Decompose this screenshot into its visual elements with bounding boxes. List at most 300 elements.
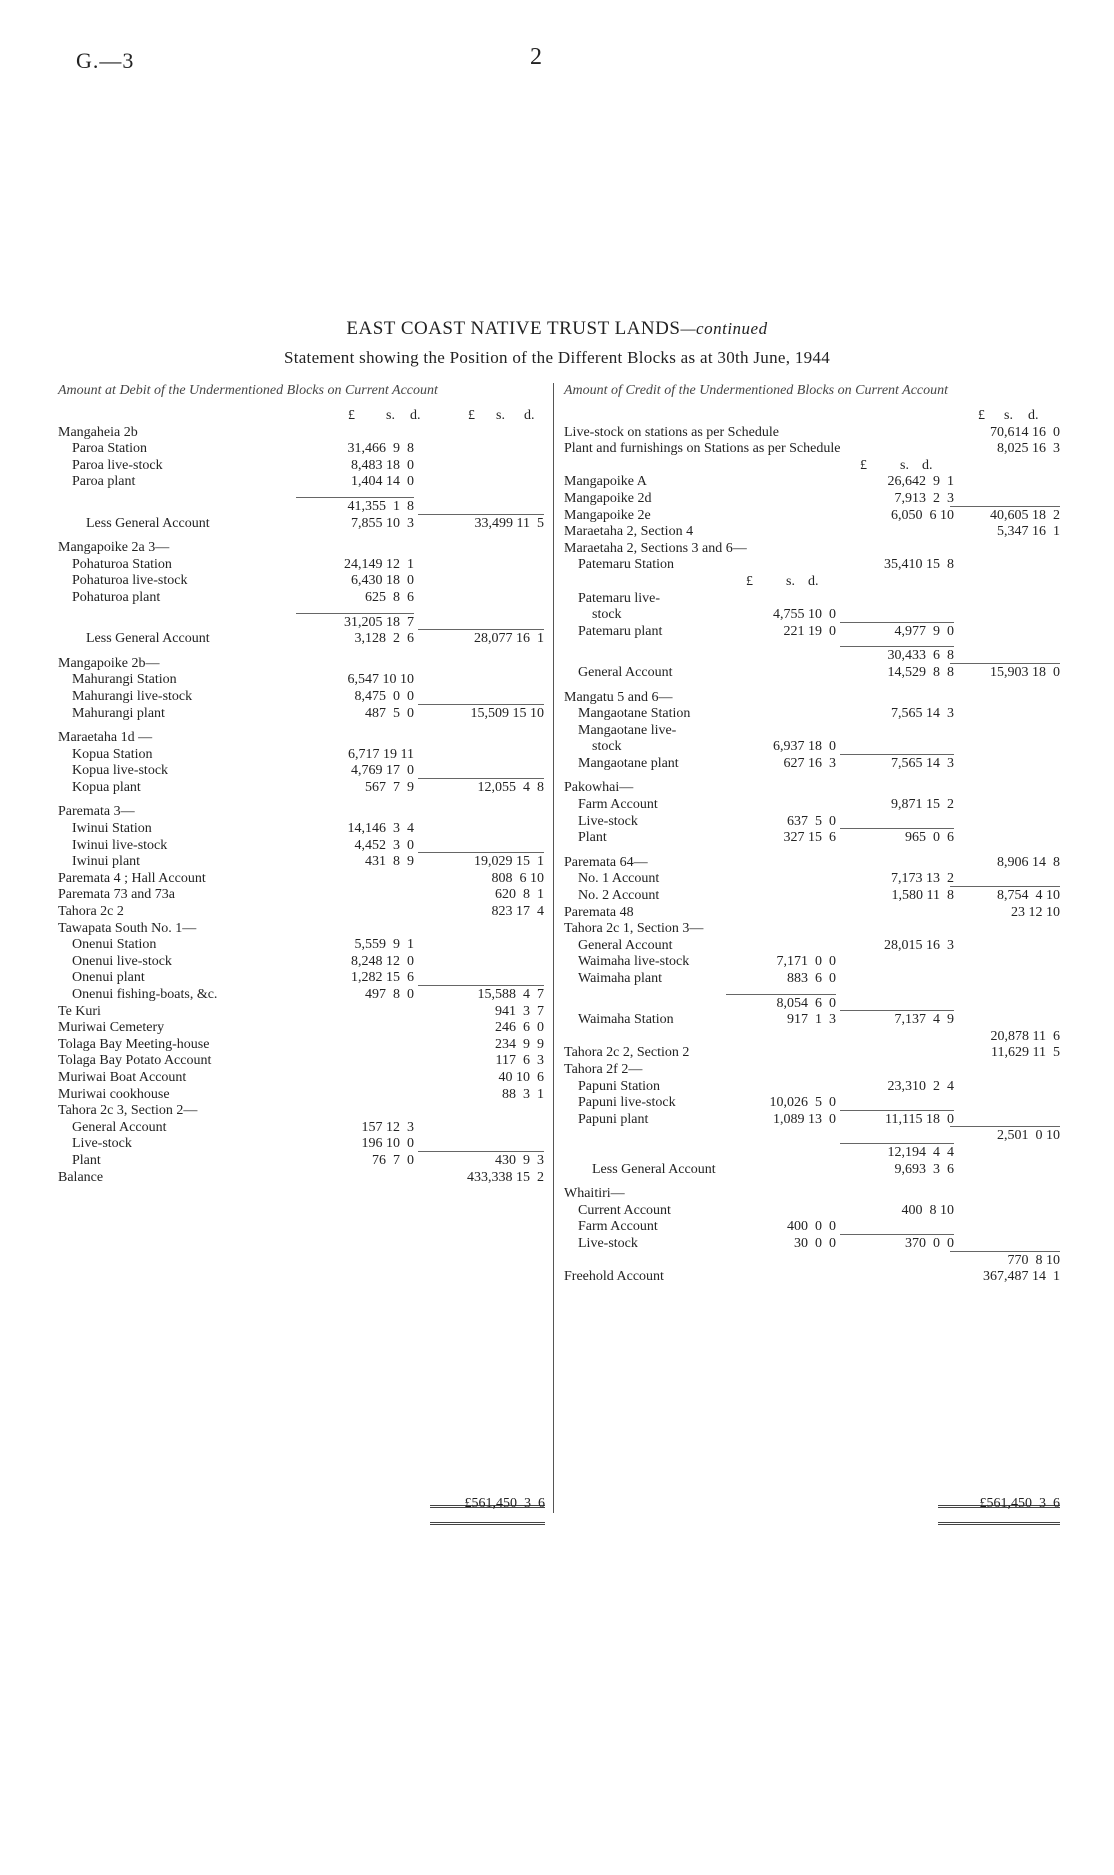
credit-row-label: stock — [592, 607, 622, 623]
credit-amount-b: 1,580 11 8 — [891, 888, 954, 904]
credit-row-label: Papuni live-stock — [578, 1095, 676, 1111]
debit-row-label: Paroa plant — [72, 474, 136, 490]
debit-total-rule — [418, 985, 544, 986]
debit-total-rule — [418, 1151, 544, 1152]
credit-row-label: Freehold Account — [564, 1269, 664, 1285]
credit-row — [564, 971, 1064, 988]
credit-row — [564, 780, 1064, 797]
debit-row-label: Iwinui live-stock — [72, 837, 168, 853]
credit-row-label: Patemaru live- — [578, 590, 661, 606]
credit-row — [564, 1045, 1064, 1062]
debit-row-label: Tolaga Bay Meeting-house — [58, 1036, 210, 1052]
credit-amount-c: 8,025 16 3 — [997, 441, 1060, 457]
credit-row — [564, 1269, 1064, 1286]
debit-rows — [58, 425, 548, 1187]
credit-sub-currency-header: £ — [860, 457, 867, 473]
credit-amount-a: 637 5 0 — [787, 813, 836, 829]
debit-amount-a: 625 8 6 — [365, 589, 414, 605]
debit-currency-header — [58, 408, 548, 425]
credit-amount-b: 35,410 15 8 — [884, 557, 954, 573]
credit-row — [564, 921, 1064, 938]
debit-amount-a: 1,282 15 6 — [351, 970, 414, 986]
debit-amount-b: 823 17 4 — [491, 904, 544, 920]
credit-amount-c: 2,501 0 10 — [997, 1128, 1060, 1144]
credit-row — [564, 541, 1064, 558]
debit-row — [58, 1103, 548, 1120]
credit-total-rule — [950, 1126, 1060, 1127]
credit-amount-c: 20,878 11 6 — [990, 1028, 1060, 1044]
debit-row-label: Tahora 2c 3, Section 2— — [58, 1103, 198, 1119]
debit-row — [58, 1053, 548, 1070]
credit-row — [564, 1012, 1064, 1029]
title-text: EAST COAST NATIVE TRUST LANDS — [346, 318, 681, 339]
debit-row — [58, 1037, 548, 1054]
credit-amount-b: 12,194 4 4 — [887, 1144, 954, 1160]
credit-sub-currency-header: s. — [786, 573, 795, 589]
statement-subtitle: Statement showing the Position of the Different Blocks as at 30th June, 1944 — [283, 348, 831, 367]
debit-row-label: Balance — [58, 1169, 104, 1185]
credit-row-label: Less General Account — [592, 1161, 716, 1177]
debit-amount-a: 6,717 19 11 — [348, 746, 414, 762]
page-number: 2 — [530, 44, 542, 70]
credit-row-label: Paremata 48 — [564, 904, 634, 920]
debit-amount-b: 620 8 1 — [495, 887, 544, 903]
debit-row-label: Pohaturoa Station — [72, 556, 172, 572]
debit-row — [58, 1087, 548, 1104]
title-suffix: —continued — [680, 319, 768, 338]
debit-row-label: Onenui fishing-boats, &c. — [72, 987, 218, 1002]
debit-amount-b: 808 6 10 — [491, 870, 544, 886]
credit-row-label: Plant and furnishings on Stations as per Schedule — [564, 441, 841, 457]
credit-amount-b: 7,565 14 3 — [891, 755, 954, 771]
debit-amount-a: 41,355 1 8 — [347, 498, 414, 514]
credit-amount-a: 327 15 6 — [783, 830, 836, 846]
debit-row — [58, 871, 548, 888]
debit-spacer — [58, 722, 548, 730]
credit-row — [564, 1062, 1064, 1079]
credit-row — [564, 706, 1064, 723]
credit-row-label: Live-stock on stations as per Schedule — [564, 424, 780, 440]
debit-panel — [58, 408, 548, 1186]
credit-row — [564, 690, 1064, 707]
debit-amount-a: 5,559 9 1 — [354, 937, 414, 953]
credit-total-rule — [840, 1234, 954, 1235]
credit-amount-b: 7,913 2 3 — [894, 490, 954, 506]
credit-sub-currency-header: d. — [808, 573, 819, 589]
credit-row — [564, 905, 1064, 922]
debit-amount-a: 497 8 0 — [365, 987, 414, 1002]
credit-total-rule — [840, 828, 954, 829]
debit-amount-a: 76 7 0 — [372, 1152, 414, 1168]
debit-total-rule — [418, 778, 544, 779]
debit-row — [58, 1120, 548, 1137]
debit-row — [58, 672, 548, 689]
credit-row — [564, 996, 1064, 1013]
credit-amount-a: 30 0 0 — [794, 1235, 836, 1251]
credit-row — [564, 441, 1064, 458]
credit-row — [564, 458, 1064, 475]
credit-row-label: Farm Account — [578, 1219, 658, 1235]
credit-row-label: Mangapoike 2d — [564, 490, 652, 506]
debit-total-rule-bottom — [430, 1522, 545, 1525]
debit-row-label: Onenui Station — [72, 937, 157, 953]
credit-amount-a: 1,089 13 0 — [773, 1111, 836, 1127]
credit-row — [564, 1186, 1064, 1203]
credit-row-label: Patemaru Station — [578, 557, 675, 573]
credit-row-label: No. 1 Account — [578, 871, 660, 887]
debit-row — [58, 804, 548, 821]
debit-row-label: Less General Account — [86, 631, 210, 647]
debit-amount-b: 430 9 3 — [495, 1152, 544, 1168]
debit-row — [58, 590, 548, 607]
debit-row — [58, 458, 548, 475]
credit-row — [564, 1203, 1064, 1220]
credit-amount-b: 30,433 6 8 — [887, 648, 954, 664]
credit-row — [564, 665, 1064, 682]
debit-amount-b: 28,077 16 1 — [474, 631, 544, 647]
credit-row-label: Live-stock — [578, 813, 638, 829]
debit-row — [58, 904, 548, 921]
debit-total: £561,450 3 6 — [464, 1496, 545, 1511]
debit-amount-b: 941 3 7 — [495, 1003, 544, 1019]
credit-currency-header — [564, 408, 1064, 425]
debit-row-label: Pohaturoa plant — [72, 589, 161, 605]
debit-row-label: Muriwai cookhouse — [58, 1086, 170, 1102]
column-divider — [553, 383, 554, 1513]
debit-amount-a: 4,769 17 0 — [351, 763, 414, 779]
debit-row — [58, 1153, 548, 1170]
credit-amount-b: 4,977 9 0 — [894, 623, 954, 639]
debit-row — [58, 631, 548, 648]
credit-row — [564, 425, 1064, 442]
debit-row-label: Tolaga Bay Potato Account — [58, 1053, 212, 1069]
credit-row — [564, 607, 1064, 624]
credit-amount-b: 7,565 14 3 — [891, 706, 954, 722]
debit-amount-a: 31,466 9 8 — [347, 441, 414, 457]
credit-row-label: No. 2 Account — [578, 888, 660, 904]
debit-spacer — [58, 648, 548, 656]
credit-amount-b: 7,173 13 2 — [891, 871, 954, 887]
debit-row-label: Paroa Station — [72, 441, 148, 457]
debit-amount-a: 6,430 18 0 — [351, 573, 414, 589]
debit-total-rule — [418, 852, 544, 853]
credit-row — [564, 474, 1064, 491]
credit-total-rule — [950, 1251, 1060, 1252]
credit-amount-c: 5,347 16 1 — [997, 524, 1060, 540]
debit-row-label: Mangapoike 2a 3— — [58, 540, 170, 556]
credit-row — [564, 814, 1064, 831]
credit-total-rule — [950, 506, 1060, 507]
credit-amount-b: 400 8 10 — [901, 1202, 954, 1218]
credit-amount-a: 221 19 0 — [783, 623, 836, 639]
debit-amount-a: 8,475 0 0 — [354, 688, 414, 704]
debit-row — [58, 425, 548, 442]
debit-row-label: Kopua plant — [72, 779, 141, 795]
debit-row — [58, 821, 548, 838]
credit-amount-b: 9,693 3 6 — [894, 1161, 954, 1177]
credit-row — [564, 855, 1064, 872]
debit-row — [58, 747, 548, 764]
debit-row-label: Less General Account — [86, 515, 210, 531]
credit-row-label: Mangaotane live- — [578, 722, 677, 738]
shilling-header-total: s. — [496, 408, 505, 423]
debit-row-label: Onenui plant — [72, 970, 145, 986]
debit-row — [58, 441, 548, 458]
credit-row-label: Plant — [578, 830, 607, 846]
credit-spacer — [564, 847, 1064, 855]
credit-column-heading: Amount of Credit of the Undermentioned Blocks on Current Account — [564, 383, 949, 398]
credit-row-label: Mangaotane plant — [578, 755, 679, 771]
pound-header-credit: £ — [978, 408, 985, 423]
credit-sub-currency-header: d. — [922, 457, 933, 473]
pound-header: £ — [348, 408, 355, 423]
credit-rows — [564, 425, 1064, 1286]
debit-amount-b: 88 3 1 — [502, 1086, 544, 1102]
credit-row — [564, 1219, 1064, 1236]
credit-total-rule — [950, 663, 1060, 664]
credit-row-label: Waimaha plant — [578, 971, 663, 986]
credit-row-label: Mangapoike A — [564, 474, 647, 490]
credit-row-label: Paremata 64— — [564, 854, 648, 870]
debit-row-label: Paremata 3— — [58, 804, 135, 820]
credit-amount-a: 627 16 3 — [783, 755, 836, 771]
credit-row-label: Maraetaha 2, Sections 3 and 6— — [564, 540, 747, 556]
credit-sub-currency-header: s. — [900, 457, 909, 473]
credit-amount-c: 40,605 18 2 — [990, 507, 1060, 523]
debit-row — [58, 987, 548, 1004]
credit-panel — [564, 408, 1064, 1286]
debit-amount-a: 4,452 3 0 — [354, 837, 414, 853]
debit-row — [58, 557, 548, 574]
credit-row-label: Papuni Station — [578, 1078, 661, 1094]
debit-amount-a: 157 12 3 — [361, 1119, 414, 1135]
credit-row-label: Mangapoike 2e — [564, 507, 651, 523]
debit-total-rule — [418, 514, 544, 515]
debit-amount-b: 246 6 0 — [495, 1020, 544, 1036]
credit-row — [564, 938, 1064, 955]
credit-amount-c: 8,906 14 8 — [997, 854, 1060, 870]
debit-row — [58, 921, 548, 938]
credit-row — [564, 797, 1064, 814]
debit-amount-a: 6,547 10 10 — [347, 672, 414, 688]
credit-row-label: Maraetaha 2, Section 4 — [564, 524, 694, 540]
debit-row-label: Live-stock — [72, 1136, 132, 1152]
credit-row — [564, 1253, 1064, 1270]
credit-amount-b: 23,310 2 4 — [887, 1078, 954, 1094]
credit-row-label: Farm Account — [578, 797, 658, 813]
credit-row — [564, 1145, 1064, 1162]
debit-total-rule — [418, 704, 544, 705]
credit-subtotal-rule — [840, 1143, 954, 1144]
debit-row — [58, 1070, 548, 1087]
credit-amount-b: 28,015 16 3 — [884, 937, 954, 953]
credit-row-label: Papuni plant — [578, 1111, 649, 1127]
credit-amount-b: 965 0 6 — [905, 830, 954, 846]
credit-row-label: Pakowhai— — [564, 780, 634, 796]
credit-row-label: Whaitiri— — [564, 1186, 625, 1202]
shilling-header: s. — [386, 408, 395, 423]
credit-row — [564, 508, 1064, 525]
credit-spacer — [564, 1178, 1064, 1186]
pence-header-credit: d. — [1028, 408, 1039, 423]
credit-row — [564, 1128, 1064, 1145]
debit-amount-a: 431 8 9 — [365, 854, 414, 870]
debit-row-label: Muriwai Cemetery — [58, 1020, 165, 1036]
debit-row-label: Kopua Station — [72, 746, 153, 762]
credit-spacer — [564, 772, 1064, 780]
credit-row — [564, 524, 1064, 541]
credit-amount-b: 14,529 8 8 — [887, 664, 954, 680]
debit-amount-a: 1,404 14 0 — [351, 474, 414, 490]
credit-row-label: Live-stock — [578, 1235, 638, 1251]
credit-amount-c: 23 12 10 — [1011, 904, 1060, 920]
debit-subtotal-rule — [296, 613, 414, 614]
credit-amount-a: 6,937 18 0 — [773, 739, 836, 755]
credit-row — [564, 574, 1064, 591]
credit-row-label: Mangaotane Station — [578, 706, 691, 722]
credit-subtotal-rule — [726, 994, 836, 995]
debit-row-label: Iwinui plant — [72, 854, 141, 870]
credit-total-rule — [840, 622, 954, 623]
debit-subtotal-rule — [296, 497, 414, 498]
credit-total: £561,450 3 6 — [979, 1496, 1060, 1511]
debit-amount-a: 31,205 18 7 — [344, 614, 414, 630]
credit-sub-currency-header: £ — [746, 573, 753, 589]
debit-amount-b: 12,055 4 8 — [477, 779, 544, 795]
credit-row-label: Waimaha live-stock — [578, 954, 690, 970]
credit-row-label: Current Account — [578, 1202, 671, 1218]
debit-row-label: Muriwai Boat Account — [58, 1069, 187, 1085]
debit-amount-b: 19,029 15 1 — [474, 854, 544, 870]
credit-spacer — [564, 682, 1064, 690]
credit-amount-b: 9,871 15 2 — [891, 797, 954, 813]
credit-row — [564, 756, 1064, 773]
debit-column-heading: Amount at Debit of the Undermentioned Blocks on Current Account — [58, 383, 438, 398]
credit-row-label: Tahora 2f 2— — [564, 1061, 643, 1077]
credit-row — [564, 888, 1064, 905]
credit-amount-a: 8,054 6 0 — [776, 995, 836, 1011]
debit-spacer — [58, 532, 548, 540]
credit-row — [564, 1079, 1064, 1096]
debit-row-label: General Account — [72, 1119, 167, 1135]
credit-row-label: Tahora 2c 1, Section 3— — [564, 921, 704, 937]
debit-row-label: Tawapata South No. 1— — [58, 920, 197, 936]
credit-amount-a: 4,755 10 0 — [773, 607, 836, 623]
page-reference: G.—3 — [76, 48, 135, 73]
debit-row-label: Pohaturoa live-stock — [72, 573, 188, 589]
debit-row-label: Kopua live-stock — [72, 763, 169, 779]
debit-row-label: Mangaheia 2b — [58, 424, 138, 440]
credit-row — [564, 591, 1064, 608]
debit-row-label: Paremata 4 ; Hall Account — [58, 870, 206, 886]
credit-total-rule — [840, 1010, 954, 1011]
credit-row — [564, 624, 1064, 641]
debit-row — [58, 937, 548, 954]
debit-spacer — [58, 796, 548, 804]
debit-row-label: Maraetaha 1d — — [58, 730, 153, 746]
debit-amount-b: 33,499 11 5 — [474, 515, 544, 531]
pence-header: d. — [410, 408, 421, 423]
credit-row-label: Waimaha Station — [578, 1012, 674, 1028]
credit-row — [564, 1162, 1064, 1179]
debit-amount-a: 7,855 10 3 — [351, 515, 414, 531]
credit-amount-c: 70,614 16 0 — [990, 424, 1060, 440]
credit-amount-a: 883 6 0 — [787, 971, 836, 986]
debit-row — [58, 656, 548, 673]
debit-amount-b: 40 10 6 — [498, 1069, 544, 1085]
debit-row-label: Iwinui Station — [72, 821, 152, 837]
credit-total-rule-bottom — [938, 1522, 1060, 1525]
credit-amount-c: 367,487 14 1 — [983, 1269, 1060, 1285]
debit-row — [58, 516, 548, 533]
document-title — [0, 318, 1114, 340]
debit-row-label: Mangapoike 2b— — [58, 655, 160, 671]
debit-total-rule — [418, 629, 544, 630]
debit-row-label: Paremata 73 and 73a — [58, 887, 176, 903]
debit-row — [58, 573, 548, 590]
debit-row — [58, 954, 548, 971]
pound-header-total: £ — [468, 408, 475, 423]
credit-amount-c: 11,629 11 5 — [991, 1045, 1060, 1061]
credit-row — [564, 739, 1064, 756]
pence-header-total: d. — [524, 408, 535, 423]
debit-amount-a: 567 7 9 — [365, 779, 414, 795]
credit-row-label: Patemaru plant — [578, 623, 663, 639]
credit-amount-b: 11,115 18 0 — [885, 1111, 954, 1127]
shilling-header-credit: s. — [1004, 408, 1013, 423]
credit-amount-b: 26,642 9 1 — [887, 474, 954, 490]
credit-total-rule — [840, 1110, 954, 1111]
credit-amount-b: 370 0 0 — [905, 1235, 954, 1251]
credit-amount-a: 10,026 5 0 — [769, 1095, 836, 1111]
debit-row-label: Plant — [72, 1152, 101, 1168]
debit-amount-b: 15,588 4 7 — [477, 987, 544, 1002]
debit-row — [58, 474, 548, 491]
debit-row-label: Mahurangi plant — [72, 705, 165, 721]
debit-row-label: Paroa live-stock — [72, 457, 163, 473]
debit-row-label: Onenui live-stock — [72, 953, 172, 969]
credit-row — [564, 557, 1064, 574]
credit-total-rule — [950, 886, 1060, 887]
credit-total-rule — [840, 754, 954, 755]
credit-amount-a: 917 1 3 — [787, 1012, 836, 1028]
debit-row-label: Mahurangi Station — [72, 672, 177, 688]
credit-spacer — [564, 640, 1064, 648]
credit-amount-a: 400 0 0 — [787, 1219, 836, 1235]
debit-amount-b: 15,509 15 10 — [470, 705, 544, 721]
debit-amount-a: 14,146 3 4 — [347, 821, 414, 837]
credit-amount-b: 6,050 6 10 — [891, 507, 954, 523]
debit-amount-a: 196 10 0 — [361, 1136, 414, 1152]
credit-row — [564, 1029, 1064, 1046]
debit-amount-a: 24,149 12 1 — [344, 556, 414, 572]
credit-row-label: stock — [592, 739, 622, 755]
credit-amount-b: 7,137 4 9 — [894, 1012, 954, 1028]
credit-row-label: General Account — [578, 937, 673, 953]
credit-amount-c: 770 8 10 — [1007, 1252, 1060, 1268]
credit-row-label: Mangatu 5 and 6— — [564, 689, 673, 705]
debit-row — [58, 780, 548, 797]
debit-row — [58, 706, 548, 723]
debit-row-label: Te Kuri — [58, 1003, 101, 1019]
debit-row — [58, 1020, 548, 1037]
debit-row — [58, 854, 548, 871]
debit-row — [58, 1004, 548, 1021]
credit-row — [564, 954, 1064, 971]
debit-amount-a: 487 5 0 — [365, 705, 414, 721]
debit-amount-a: 8,248 12 0 — [351, 953, 414, 969]
debit-amount-a: 8,483 18 0 — [351, 457, 414, 473]
